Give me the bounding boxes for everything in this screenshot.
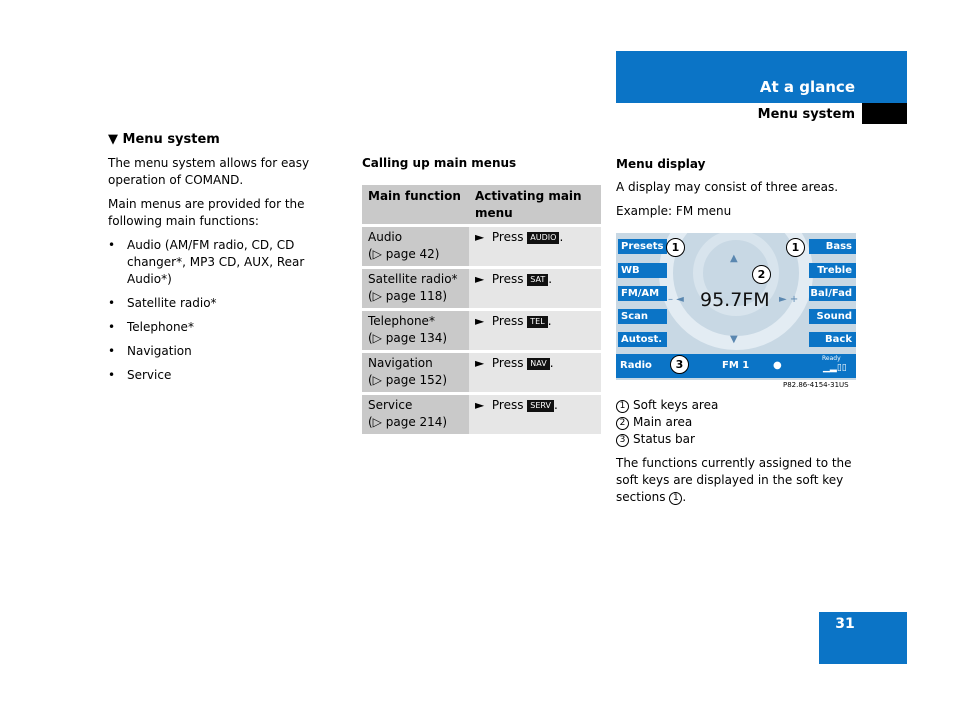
nav-key-icon: NAV — [527, 358, 549, 370]
legend-item: 3 Status bar — [616, 431, 856, 448]
menu-system-intro — [108, 131, 348, 391]
arrow-right-icon: ► — [475, 356, 485, 370]
subsection-title: Menu system — [757, 107, 855, 122]
table-row: Satellite radio* (▷ page 118) ► Press SAT . — [362, 268, 601, 310]
signal-strength-icon: ▁▂▯▯ — [823, 363, 847, 373]
softkey-wb: WB — [618, 263, 667, 278]
frequency-display: 95.7FM — [700, 289, 770, 311]
table-header: Activating main menu — [469, 185, 601, 226]
serv-key-icon: SERV — [527, 400, 554, 412]
softkey-sound: Sound — [809, 309, 856, 324]
function-name: Navigation — [368, 356, 433, 370]
figure-code: P82.86-4154-31US — [783, 381, 849, 389]
softkey-presets: Presets — [618, 239, 667, 254]
page-reference: (▷ page 214) — [368, 415, 448, 429]
triangle-down-icon: ▼ — [108, 132, 118, 147]
tel-key-icon: TEL — [527, 316, 547, 328]
audio-key-icon: AUDIO — [527, 232, 559, 244]
legend-item: 1 Soft keys area — [616, 397, 856, 414]
calling-up-heading: Calling up main menus — [362, 156, 517, 170]
list-item: • Audio (AM/FM radio, CD, CD changer*, MP3 CD, AUX, Rear Audio*) — [108, 237, 348, 288]
table-row: Audio (▷ page 42) ► Press AUDIO . — [362, 226, 601, 268]
main-functions-paragraph: Main menus are provided for the following main functions: — [108, 197, 305, 228]
page-reference: (▷ page 118) — [368, 289, 448, 303]
softkeys-paragraph: The functions currently assigned to the soft keys are displayed in the soft key sections 1 . — [616, 456, 852, 504]
menu-system-heading: ▼ Menu system — [108, 132, 220, 147]
list-item: • Telephone* — [108, 319, 348, 336]
arrow-right-icon: ► + — [779, 294, 799, 305]
status-source: Radio — [620, 360, 652, 371]
softkey-bal-fad: Bal/Fad — [809, 286, 856, 301]
callout-marker: 3 — [670, 355, 689, 374]
softkey-autost: Autost. — [618, 332, 667, 347]
page-number: 31 — [835, 616, 855, 632]
table-row: Service (▷ page 214) ► Press SERV . — [362, 394, 601, 436]
page-reference: (▷ page 134) — [368, 331, 448, 345]
display-areas-paragraph: A display may consist of three areas. — [616, 180, 839, 194]
intro-paragraph: The menu system allows for easy operation of COMAND. — [108, 156, 310, 187]
callout-marker: 1 — [666, 238, 685, 257]
legend-block — [616, 397, 856, 513]
status-bar — [616, 354, 856, 378]
arrow-right-icon: ► — [475, 230, 485, 244]
arrow-right-icon: ► — [475, 398, 485, 412]
disc-icon: ● — [773, 360, 782, 371]
list-item: • Service — [108, 367, 348, 384]
menu-display-heading: Menu display — [616, 157, 706, 171]
softkey-back: Back — [809, 332, 856, 347]
table-row: Navigation (▷ page 152) ► Press NAV . — [362, 352, 601, 394]
arrow-up-icon: ▲ — [730, 253, 738, 264]
menu-display-section — [616, 156, 856, 227]
callout-marker: 2 — [752, 265, 771, 284]
legend-item: 2 Main area — [616, 414, 856, 431]
callout-marker: 1 — [786, 238, 805, 257]
softkey-treble: Treble — [809, 263, 856, 278]
arrow-left-icon: – ◄ — [668, 294, 684, 305]
function-name: Service — [368, 398, 413, 412]
function-name: Audio — [368, 230, 403, 244]
status-ready: Ready — [822, 355, 841, 362]
fm-menu-screenshot — [616, 233, 856, 380]
section-title: At a glance — [759, 78, 855, 96]
table-header: Main function — [362, 185, 469, 226]
list-item: • Navigation — [108, 343, 348, 360]
subsection-marker — [862, 103, 907, 124]
table-header-row — [362, 185, 601, 226]
page-reference: (▷ page 42) — [368, 247, 440, 261]
arrow-right-icon: ► — [475, 272, 485, 286]
main-menu-table — [362, 185, 601, 437]
function-name: Telephone* — [368, 314, 435, 328]
list-item: • Satellite radio* — [108, 295, 348, 312]
function-name: Satellite radio* — [368, 272, 458, 286]
softkey-fm-am: FM/AM — [618, 286, 667, 301]
sat-key-icon: SAT — [527, 274, 548, 286]
status-band: FM 1 — [722, 360, 750, 371]
softkey-bass: Bass — [809, 239, 856, 254]
main-functions-list — [108, 237, 348, 384]
arrow-right-icon: ► — [475, 314, 485, 328]
arrow-down-icon: ▼ — [730, 334, 738, 345]
softkey-scan: Scan — [618, 309, 667, 324]
example-caption: Example: FM menu — [616, 204, 732, 218]
table-row: Telephone* (▷ page 134) ► Press TEL . — [362, 310, 601, 352]
page-reference: (▷ page 152) — [368, 373, 448, 387]
